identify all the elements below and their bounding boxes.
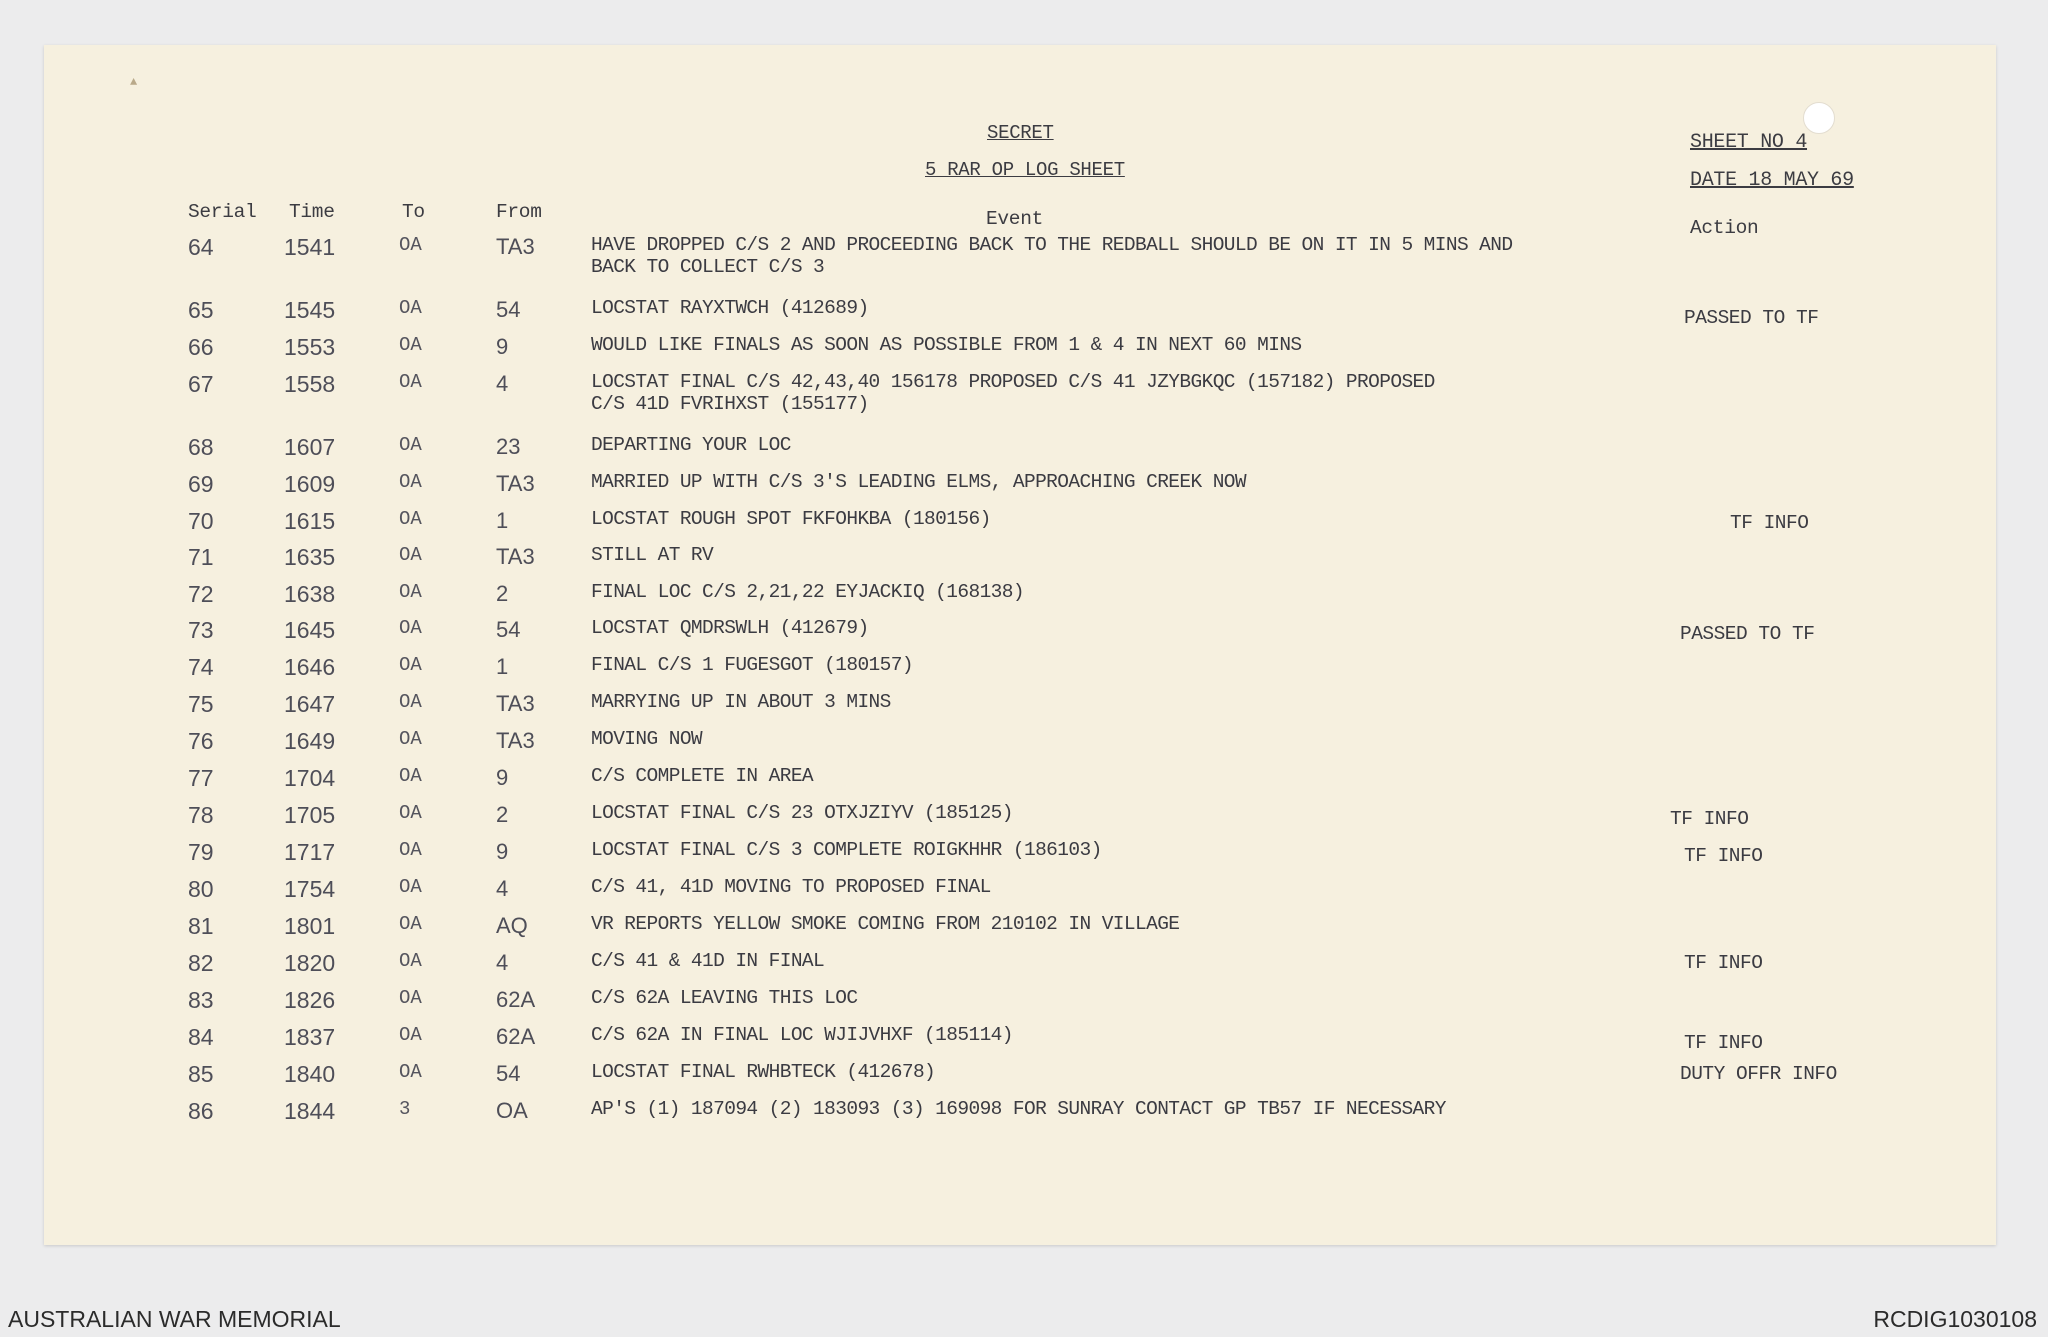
- entry-from: AQ: [496, 913, 528, 938]
- entry-time: 1649: [284, 728, 336, 754]
- entry-event: STILL AT RV: [591, 544, 714, 566]
- entry-to: OA: [399, 544, 422, 566]
- entry-time: 1704: [284, 765, 336, 791]
- entry-time: 1837: [284, 1024, 336, 1050]
- entry-time: 1646: [284, 654, 336, 680]
- entry-action: PASSED TO TF: [1680, 623, 1815, 645]
- entry-to: OA: [399, 876, 422, 898]
- entry-from: 9: [496, 334, 509, 359]
- entry-to: OA: [399, 471, 422, 493]
- entry-event: LOCSTAT FINAL C/S 23 OTXJZIYV (185125): [591, 802, 1013, 824]
- log-entry: [44, 471, 1996, 507]
- entry-from: OA: [496, 1098, 528, 1123]
- log-entry: [44, 581, 1996, 617]
- column-header-event: Event: [986, 208, 1044, 230]
- log-entry: [44, 508, 1996, 544]
- entry-serial: 64: [188, 234, 214, 260]
- entry-event: DEPARTING YOUR LOC: [591, 434, 791, 456]
- log-entry: [44, 297, 1996, 333]
- entry-to: OA: [399, 839, 422, 861]
- column-header-time: Time: [289, 201, 335, 223]
- entry-from: 4: [496, 876, 509, 901]
- entry-time: 1801: [284, 913, 336, 939]
- entry-serial: 84: [188, 1024, 214, 1050]
- entry-time: 1645: [284, 617, 336, 643]
- entry-to: OA: [399, 728, 422, 750]
- source-credit: AUSTRALIAN WAR MEMORIAL: [8, 1306, 341, 1332]
- log-entry: [44, 765, 1996, 801]
- entry-to: OA: [399, 765, 422, 787]
- entry-serial: 67: [188, 371, 214, 397]
- entry-from: TA3: [496, 471, 535, 496]
- entry-action: TF INFO: [1684, 1032, 1763, 1054]
- entry-action: TF INFO: [1684, 952, 1763, 974]
- entry-to: OA: [399, 297, 422, 319]
- log-entry: [44, 839, 1996, 875]
- image-id-label: RCDIG1030108: [1873, 1306, 2037, 1332]
- log-entry: [44, 434, 1996, 470]
- entry-from: 1: [496, 654, 509, 679]
- entry-time: 1609: [284, 471, 336, 497]
- entry-to: OA: [399, 508, 422, 530]
- entry-from: 54: [496, 297, 521, 322]
- log-entry: [44, 371, 1996, 415]
- entry-event: LOCSTAT FINAL C/S 3 COMPLETE ROIGKHHR (186103): [591, 839, 1102, 861]
- entry-serial: 80: [188, 876, 214, 902]
- paper-mark: ▲: [130, 75, 138, 89]
- log-entry: [44, 544, 1996, 580]
- column-header-from: From: [496, 201, 542, 223]
- entry-event: LOCSTAT FINAL C/S 42,43,40 156178 PROPOSED C/S 41 JZYBGKQC (157182) PROPOSED C/S 41D FVRIHXST (155177): [591, 371, 1435, 415]
- log-sheet-page: [44, 45, 1996, 1245]
- entry-time: 1717: [284, 839, 336, 865]
- entry-from: 23: [496, 434, 521, 459]
- entry-to: OA: [399, 654, 422, 676]
- entry-action: TF INFO: [1684, 845, 1763, 867]
- entry-from: TA3: [496, 544, 535, 569]
- entry-event: LOCSTAT ROUGH SPOT FKFOHKBA (180156): [591, 508, 991, 530]
- entry-from: TA3: [496, 691, 535, 716]
- entry-time: 1615: [284, 508, 336, 534]
- entry-serial: 78: [188, 802, 214, 828]
- entry-serial: 66: [188, 334, 214, 360]
- entry-to: OA: [399, 234, 422, 256]
- entry-from: TA3: [496, 728, 535, 753]
- entry-time: 1844: [284, 1098, 336, 1124]
- entry-to: OA: [399, 581, 422, 603]
- entry-from: 4: [496, 950, 509, 975]
- log-entry: [44, 1098, 1996, 1134]
- entry-to: OA: [399, 691, 422, 713]
- entry-serial: 74: [188, 654, 214, 680]
- entry-time: 1840: [284, 1061, 336, 1087]
- entry-from: 62A: [496, 1024, 536, 1049]
- entry-to: OA: [399, 802, 422, 824]
- entry-to: OA: [399, 1024, 422, 1046]
- entry-from: 9: [496, 839, 509, 864]
- entry-from: 1: [496, 508, 509, 533]
- entry-to: OA: [399, 334, 422, 356]
- entry-time: 1705: [284, 802, 336, 828]
- entry-serial: 70: [188, 508, 214, 534]
- entry-serial: 77: [188, 765, 214, 791]
- log-entry: [44, 802, 1996, 838]
- entry-event: HAVE DROPPED C/S 2 AND PROCEEDING BACK TO THE REDBALL SHOULD BE ON IT IN 5 MINS AND BACK TO COLLECT C/S 3: [591, 234, 1513, 278]
- entry-time: 1541: [284, 234, 336, 260]
- entry-time: 1635: [284, 544, 336, 570]
- entry-serial: 81: [188, 913, 214, 939]
- entry-event: LOCSTAT QMDRSWLH (412679): [591, 617, 869, 639]
- entry-event: VR REPORTS YELLOW SMOKE COMING FROM 210102 IN VILLAGE: [591, 913, 1180, 935]
- entry-from: 9: [496, 765, 509, 790]
- entry-event: MARRIED UP WITH C/S 3'S LEADING ELMS, APPROACHING CREEK NOW: [591, 471, 1247, 493]
- column-header-action: Action: [1690, 217, 1759, 239]
- entry-action: DUTY OFFR INFO: [1680, 1063, 1837, 1085]
- entry-event: C/S COMPLETE IN AREA: [591, 765, 814, 787]
- column-header-serial: Serial: [188, 201, 257, 223]
- entry-from: 62A: [496, 987, 536, 1012]
- entry-event: MOVING NOW: [591, 728, 703, 750]
- entry-to: OA: [399, 371, 422, 393]
- entry-event: FINAL LOC C/S 2,21,22 EYJACKIQ (168138): [591, 581, 1024, 603]
- entry-event: LOCSTAT FINAL RWHBTECK (412678): [591, 1061, 936, 1083]
- entry-event: C/S 62A IN FINAL LOC WJIJVHXF (185114): [591, 1024, 1013, 1046]
- entry-action: PASSED TO TF: [1684, 307, 1819, 329]
- page-title: 5 RAR OP LOG SHEET: [925, 159, 1125, 181]
- entry-event: C/S 41 & 41D IN FINAL: [591, 950, 825, 972]
- log-entry: [44, 913, 1996, 949]
- entry-serial: 71: [188, 544, 214, 570]
- entry-time: 1558: [284, 371, 336, 397]
- log-entry: [44, 1024, 1996, 1060]
- entry-time: 1826: [284, 987, 336, 1013]
- log-entry: [44, 691, 1996, 727]
- column-header-to: To: [402, 201, 425, 223]
- entry-time: 1820: [284, 950, 336, 976]
- log-entry: [44, 234, 1996, 278]
- log-entry: [44, 654, 1996, 690]
- entry-from: 54: [496, 617, 521, 642]
- entry-to: OA: [399, 913, 422, 935]
- entry-event: WOULD LIKE FINALS AS SOON AS POSSIBLE FROM 1 & 4 IN NEXT 60 MINS: [591, 334, 1302, 356]
- sheet-number: SHEET NO 4: [1690, 131, 1808, 154]
- entry-serial: 83: [188, 987, 214, 1013]
- entry-serial: 76: [188, 728, 214, 754]
- entry-time: 1553: [284, 334, 336, 360]
- entry-event: LOCSTAT RAYXTWCH (412689): [591, 297, 869, 319]
- entry-serial: 86: [188, 1098, 214, 1124]
- entry-to: OA: [399, 1061, 422, 1083]
- classification-heading: SECRET: [987, 122, 1054, 144]
- entry-time: 1647: [284, 691, 336, 717]
- entry-serial: 72: [188, 581, 214, 607]
- entry-event: C/S 41, 41D MOVING TO PROPOSED FINAL: [591, 876, 991, 898]
- entry-serial: 69: [188, 471, 214, 497]
- entry-serial: 73: [188, 617, 214, 643]
- entry-time: 1638: [284, 581, 336, 607]
- log-entry: [44, 987, 1996, 1023]
- entry-serial: 68: [188, 434, 214, 460]
- entry-from: TA3: [496, 234, 535, 259]
- entry-event: FINAL C/S 1 FUGESGOT (180157): [591, 654, 913, 676]
- log-entry: [44, 876, 1996, 912]
- entry-from: 54: [496, 1061, 521, 1086]
- log-entry: [44, 617, 1996, 653]
- log-entry: [44, 950, 1996, 986]
- log-entry: [44, 1061, 1996, 1097]
- entry-time: 1545: [284, 297, 336, 323]
- entry-to: OA: [399, 950, 422, 972]
- entry-event: C/S 62A LEAVING THIS LOC: [591, 987, 858, 1009]
- entry-from: 4: [496, 371, 509, 396]
- entry-serial: 85: [188, 1061, 214, 1087]
- entry-to: OA: [399, 617, 422, 639]
- sheet-date: DATE 18 MAY 69: [1690, 169, 1854, 192]
- entry-from: 2: [496, 581, 509, 606]
- entry-serial: 75: [188, 691, 214, 717]
- entry-to: OA: [399, 434, 422, 456]
- entry-to: OA: [399, 987, 422, 1009]
- entry-time: 1607: [284, 434, 336, 460]
- punch-hole: [1803, 102, 1835, 134]
- entry-time: 1754: [284, 876, 336, 902]
- entry-from: 2: [496, 802, 509, 827]
- log-entry: [44, 728, 1996, 764]
- log-entry: [44, 334, 1996, 370]
- entry-event: AP'S (1) 187094 (2) 183093 (3) 169098 FOR SUNRAY CONTACT GP TB57 IF NECESSARY: [591, 1098, 1446, 1120]
- entry-action: TF INFO: [1670, 808, 1749, 830]
- entry-action: TF INFO: [1730, 512, 1809, 534]
- entry-event: MARRYING UP IN ABOUT 3 MINS: [591, 691, 891, 713]
- entry-serial: 65: [188, 297, 214, 323]
- entry-serial: 82: [188, 950, 214, 976]
- entry-to: 3: [399, 1098, 411, 1120]
- entry-serial: 79: [188, 839, 214, 865]
